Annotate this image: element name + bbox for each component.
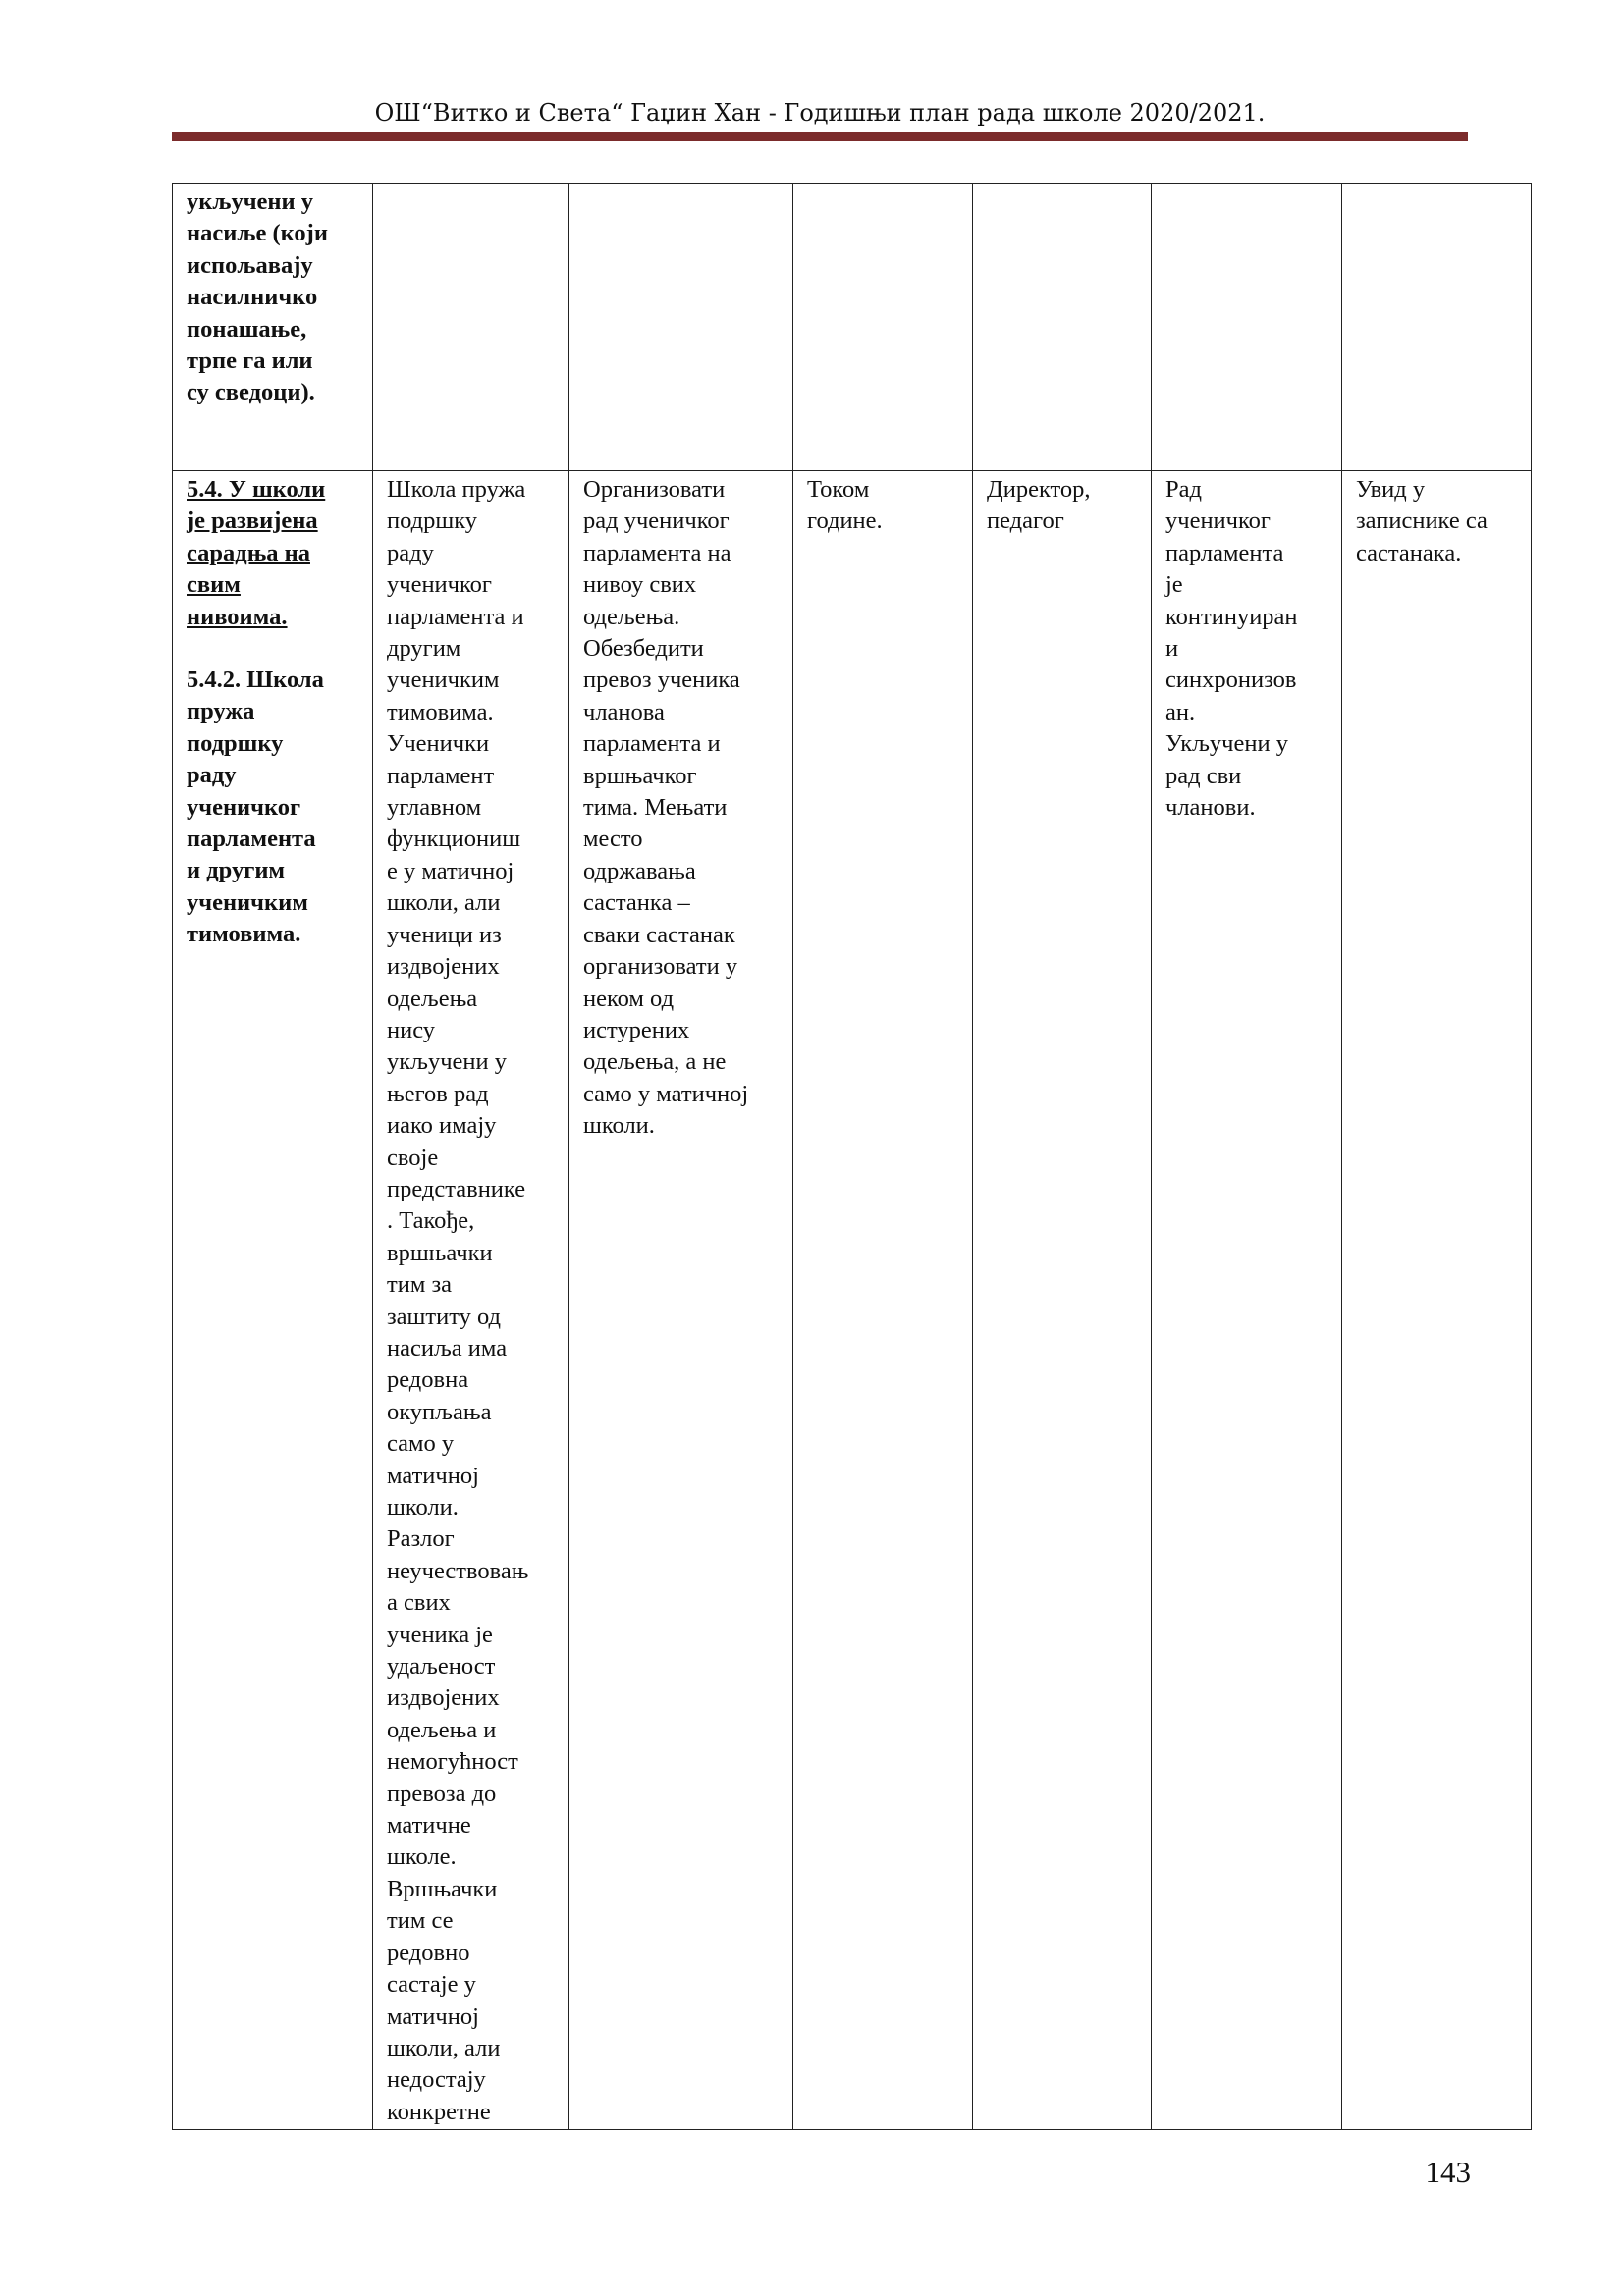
- table-cell: [1152, 184, 1342, 471]
- current-state-text: Школа пружа подршку раду ученичког парламента и другим ученичким тимовима. Ученички парламент углавном функциониш е у матичној школи, али ученици из издвојених одељења нису укључени у његов рад иако имају своје представнике . Такође, вршњачки тим за заштиту од насиља има редовна окупљања само у матичној школи. Разлог неучествовањ а свих ученика је удаљеност издвојених одељења и немогућност превоза до матичне школе. Вршњачки тим се редовно састаје у матичној школи, али недостају конкретне: [387, 476, 529, 2125]
- criterion-text: укључени у насиље (који испољавају насилничко понашање, трпе га или су сведоци).: [187, 188, 328, 406]
- table-cell: [373, 471, 569, 2130]
- standard-heading: 5.4. У школи је развијена сарадња на свим нивоима.: [187, 476, 326, 630]
- success-criteria-text: Рад ученичког парламента је континуиран и синхронизов ан. Укључени у рад сви чланови.: [1165, 476, 1298, 822]
- table-cell: [569, 471, 793, 2130]
- responsible-text: Директор, педагог: [987, 476, 1091, 535]
- table-cell: [973, 184, 1152, 471]
- table-cell: [973, 471, 1152, 2130]
- table-cell: [1342, 471, 1532, 2130]
- table-cell: [373, 184, 569, 471]
- table-cell: [1152, 471, 1342, 2130]
- table-row: [173, 471, 1532, 2130]
- table-row: [173, 184, 1532, 471]
- page-number: 143: [1425, 2155, 1471, 2189]
- evaluation-text: Увид у записнике са састанака.: [1356, 476, 1488, 566]
- activities-text: Организовати рад ученичког парламента на нивоу свих одељења. Обезбедити превоз ученика чланова парламента и вршњачког тима. Мењати место одржавања састанка – сваки састанак организовати у неком од истурених одељења, а не само у матичној школи.: [583, 476, 749, 1140]
- table-cell: [793, 184, 973, 471]
- table-cell: [173, 471, 373, 2130]
- header-divider: [172, 132, 1468, 141]
- running-header: ОШ“Витко и Света“ Гаџин Хан - Годишњи план рада школе 2020/2021.: [374, 99, 1266, 127]
- indicator-heading: 5.4.2. Школа пружа подршку раду ученичког парламента и другим ученичким тимовима.: [187, 667, 324, 948]
- timeframe-text: Током године.: [807, 476, 883, 535]
- table-cell: [793, 471, 973, 2130]
- plan-table: [172, 183, 1532, 2130]
- table-cell: [1342, 184, 1532, 471]
- table-cell: [173, 184, 373, 471]
- table-cell: [569, 184, 793, 471]
